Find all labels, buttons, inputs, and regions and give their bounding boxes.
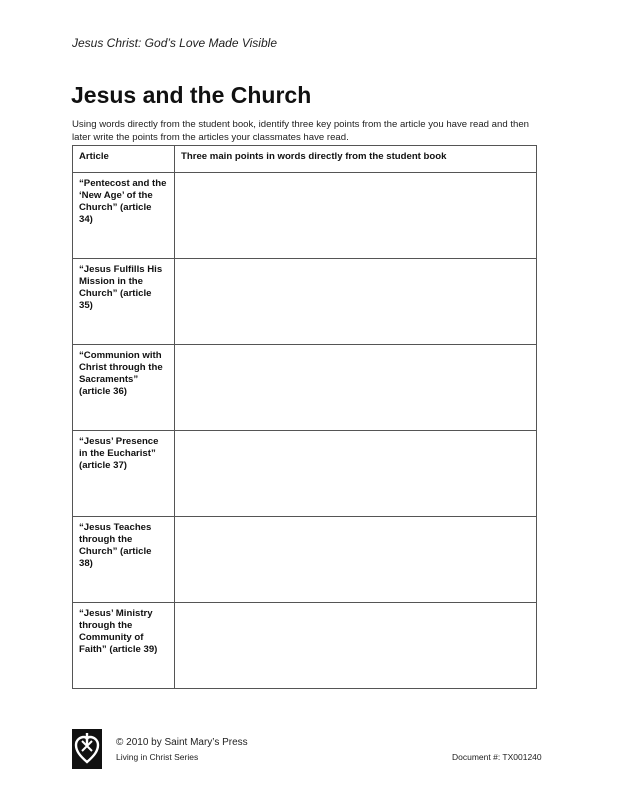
points-cell[interactable]: [175, 173, 537, 259]
article-title-cell: “Communion with Christ through the Sacraments” (article 36): [73, 345, 175, 431]
points-cell[interactable]: [175, 259, 537, 345]
table-row: [73, 345, 537, 431]
table-row: [73, 173, 537, 259]
table-row: [73, 431, 537, 517]
points-cell[interactable]: [175, 603, 537, 689]
points-cell[interactable]: [175, 517, 537, 603]
article-points-table: [72, 145, 537, 689]
article-title-cell: “Jesus Fulfills His Mission in the Church” (article 35): [73, 259, 175, 345]
document-number: Document #: TX001240: [452, 752, 542, 762]
table-row: [73, 517, 537, 603]
points-cell[interactable]: [175, 345, 537, 431]
table-row: [73, 603, 537, 689]
series-title: Jesus Christ: God’s Love Made Visible: [72, 36, 277, 50]
article-title-cell: “Pentecost and the ‘New Age’ of the Church” (article 34): [73, 173, 175, 259]
saint-marys-press-logo-icon: [72, 729, 102, 769]
points-column-header: Three main points in words directly from the student book: [175, 146, 537, 173]
article-title-cell: “Jesus’ Presence in the Eucharist” (article 37): [73, 431, 175, 517]
instructions-text: Using words directly from the student book, identify three key points from the article you have read and then later write the points from the articles your classmates have read.: [72, 119, 530, 143]
series-name: Living in Christ Series: [116, 752, 199, 762]
table-header-row: [73, 146, 537, 173]
article-column-header: Article: [73, 146, 175, 173]
points-cell[interactable]: [175, 431, 537, 517]
copyright-text: © 2010 by Saint Mary’s Press: [116, 737, 248, 748]
article-title-cell: “Jesus’ Ministry through the Community of Faith” (article 39): [73, 603, 175, 689]
page-title: Jesus and the Church: [71, 82, 312, 108]
table-row: [73, 259, 537, 345]
article-title-cell: “Jesus Teaches through the Church” (article 38): [73, 517, 175, 603]
